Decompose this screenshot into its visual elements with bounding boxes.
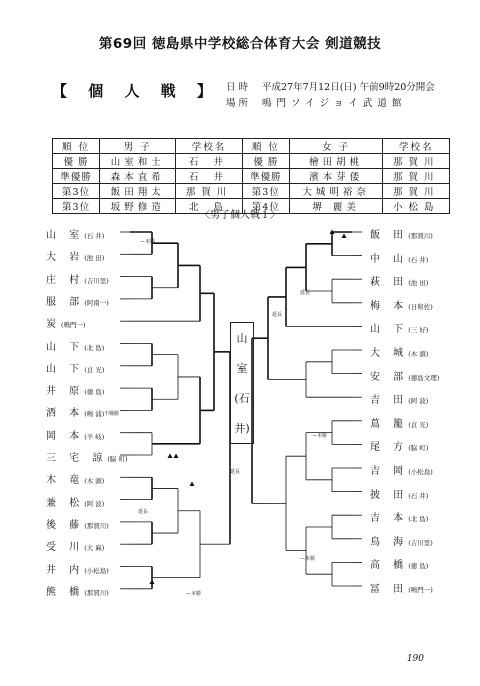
player-name: 梅 本 <box>370 300 409 312</box>
results-cell: 那賀川 <box>383 154 450 169</box>
bracket-annotation: ー本勝 <box>300 556 316 562</box>
date-value: 平成27年7月12日(日) 午前9時20分開会 <box>262 82 435 93</box>
bracket-annotation: 延長 <box>272 312 283 318</box>
results-header-cell: 女 子 <box>289 139 383 154</box>
left-player <box>46 449 128 464</box>
results-cell: 那賀川 <box>176 184 242 199</box>
results-cell: 優 勝 <box>53 154 100 169</box>
player-school: (徳 島) <box>408 562 429 571</box>
player-name: 受 川 <box>46 542 85 554</box>
results-cell: 第4位 <box>242 199 289 214</box>
right-player <box>370 580 433 595</box>
player-name: 高 橋 <box>370 560 409 572</box>
player-school: (羊 岐) <box>84 432 105 441</box>
player-school: (阿 波) <box>84 499 105 508</box>
results-cell: 準優勝 <box>242 169 289 184</box>
player-school: (鳴 浦) <box>84 410 105 419</box>
right-player <box>370 462 433 477</box>
left-player <box>46 338 104 353</box>
player-name: 山 室 <box>46 230 85 241</box>
right-player <box>370 486 428 501</box>
player-name: 兼 松 <box>46 497 85 509</box>
player-name: 鳥 海 <box>370 536 409 548</box>
left-player <box>46 471 104 486</box>
results-cell: 那賀川 <box>383 169 450 184</box>
player-name: 服 部 <box>46 296 85 308</box>
page-title: 第69回 徳島県中学校総合体育大会 剣道競技 <box>98 36 382 52</box>
results-cell: 準優勝 <box>53 169 100 184</box>
player-school: (吉川里) <box>408 538 433 547</box>
date-label: 日 時 <box>226 82 249 93</box>
results-cell: 北 島 <box>176 199 242 214</box>
bracket-annotation: 延長 <box>300 290 311 296</box>
player-school: (石 井) <box>408 491 429 500</box>
right-player <box>370 250 428 265</box>
results-cell: 大城明裕奈 <box>289 184 383 199</box>
right-player <box>370 556 428 571</box>
results-cell: 第3位 <box>53 199 100 214</box>
player-school: (石 井) <box>408 255 429 264</box>
bracket-annotation: 延長 <box>138 509 149 515</box>
player-name: 大 城 <box>370 348 409 359</box>
player-name: 木 竜 <box>46 475 85 487</box>
player-school: (那賀川) <box>84 521 109 530</box>
results-header-cell: 学校名 <box>383 139 450 154</box>
player-school: (阿南一) <box>84 298 109 307</box>
left-player <box>46 583 109 598</box>
player-name: 庄 村 <box>46 274 85 286</box>
right-player <box>370 297 433 312</box>
player-school: (大 麻) <box>84 544 105 553</box>
results-cell: 飯田翔太 <box>100 184 176 199</box>
player-school: (吉川里) <box>84 276 109 285</box>
player-school: (北 島) <box>408 515 429 524</box>
player-name: 吉 岡 <box>370 466 409 477</box>
player-school: (鳴門一) <box>61 321 86 330</box>
right-player <box>370 391 428 406</box>
left-player <box>46 226 104 241</box>
section-heading: 【 個 人 戦 】 <box>52 82 220 100</box>
right-player <box>370 320 428 335</box>
right-player <box>370 344 428 359</box>
player-name: 蔦 籠 <box>370 418 409 430</box>
venue-value: 鳴門ソイジョイ武道館 <box>262 98 407 109</box>
win-marker <box>168 454 173 459</box>
player-name: 岡 本 <box>46 430 85 442</box>
champion-char: (石 <box>234 392 250 405</box>
player-name: 吉 田 <box>370 395 409 407</box>
right-player <box>370 438 428 453</box>
right-player <box>370 273 428 288</box>
player-school: (貞 光) <box>408 420 429 429</box>
results-cell: 檜田胡桃 <box>289 154 383 169</box>
left-player <box>46 248 104 263</box>
player-name: 中 山 <box>370 253 409 265</box>
results-header-cell: 男 子 <box>100 139 176 154</box>
bracket-annotation: ー本勝 <box>312 433 328 439</box>
player-name: 酒 本 <box>46 408 85 420</box>
player-school: (那賀川) <box>408 232 433 240</box>
left-player <box>46 404 104 419</box>
results-cell: 坂野修造 <box>100 199 176 214</box>
win-marker <box>342 234 347 239</box>
player-school: (脇 町) <box>107 455 128 463</box>
left-player <box>46 293 109 308</box>
player-name: 山 下 <box>370 324 409 336</box>
player-school: (小松島) <box>84 566 109 575</box>
venue-label: 場 所 <box>226 98 249 109</box>
bracket-annotation: ー本勝 <box>140 239 156 245</box>
player-name: 尾 方 <box>370 442 409 454</box>
left-player <box>46 360 104 375</box>
player-name: 三 宅 諒 <box>46 453 108 464</box>
player-name: 炭 <box>46 319 61 331</box>
player-school: (小松島) <box>408 468 433 476</box>
player-name: 熊 橋 <box>46 586 85 598</box>
results-cell: 第3位 <box>53 184 100 199</box>
results-cell: 山室和士 <box>100 154 176 169</box>
left-player <box>46 271 109 286</box>
player-school: (三 好) <box>408 326 429 335</box>
left-player <box>46 494 104 509</box>
player-name: 井 内 <box>46 564 85 576</box>
right-player <box>370 533 433 548</box>
player-name: 後 藤 <box>46 519 85 531</box>
champion-char: 室 <box>236 362 248 375</box>
player-school: (池 田) <box>408 279 429 288</box>
left-player <box>46 427 104 442</box>
bracket-annotation: ー本勝 <box>186 591 202 597</box>
player-school: (北 島) <box>84 343 105 352</box>
left-player <box>46 516 109 531</box>
player-name: 安 部 <box>370 371 409 383</box>
results-cell: 森本直希 <box>100 169 176 184</box>
player-school: (日和佐) <box>408 302 433 311</box>
results-header-cell: 順 位 <box>53 139 100 154</box>
left-player <box>46 561 109 576</box>
champion-char: 山 <box>236 332 248 345</box>
champion-char: 井) <box>234 422 250 435</box>
champion-box <box>230 322 254 444</box>
results-header-cell: 順 位 <box>242 139 289 154</box>
player-name: 萩 田 <box>370 277 409 289</box>
win-marker <box>150 580 155 585</box>
right-player <box>370 415 428 430</box>
player-name: 吉 本 <box>370 513 409 525</box>
player-name: 山 下 <box>46 341 85 353</box>
results-header-cell: 学校名 <box>176 139 242 154</box>
player-name: 大 岩 <box>46 252 85 264</box>
left-player <box>46 315 86 330</box>
page-number: 190 <box>406 654 424 664</box>
results-cell: 優 勝 <box>242 154 289 169</box>
player-name: 冨 田 <box>370 584 409 595</box>
left-player <box>46 538 104 553</box>
results-cell: 堺 麗美 <box>289 199 383 214</box>
player-school: (脇 町) <box>408 444 429 453</box>
win-marker <box>190 482 195 487</box>
bracket-title: 〈男子個人戦１〉 <box>200 210 280 221</box>
results-cell: 那賀川 <box>383 184 450 199</box>
player-school: (貞 光) <box>84 365 105 374</box>
player-school: (那賀川) <box>84 588 109 597</box>
player-school: (阿 波) <box>408 397 429 406</box>
left-player <box>46 382 104 397</box>
player-name: 披 田 <box>370 489 409 501</box>
results-cell: 石 井 <box>176 154 242 169</box>
player-school: (鳴門一) <box>408 586 433 594</box>
player-school: (徳島文理) <box>408 373 440 382</box>
right-player <box>370 509 428 524</box>
player-school: (木 頭) <box>84 477 105 486</box>
win-marker <box>174 454 179 459</box>
right-player <box>370 368 439 383</box>
player-school: (池 田) <box>84 254 105 263</box>
bracket-annotation: 延長 <box>230 469 241 475</box>
player-school: (徳 島) <box>84 388 105 397</box>
player-name: 山 下 <box>46 363 85 375</box>
results-cell: 濱本芽倭 <box>289 169 383 184</box>
bracket-annotation: 不戦勝 <box>104 411 120 417</box>
results-cell: 石 井 <box>176 169 242 184</box>
results-cell: 第3位 <box>242 184 289 199</box>
player-name: 井 原 <box>46 386 85 398</box>
player-school: (石 井) <box>84 232 105 240</box>
results-cell: 小松島 <box>383 199 450 214</box>
right-player <box>370 226 433 241</box>
player-school: (木 頭) <box>408 350 429 358</box>
player-name: 飯 田 <box>370 230 409 241</box>
